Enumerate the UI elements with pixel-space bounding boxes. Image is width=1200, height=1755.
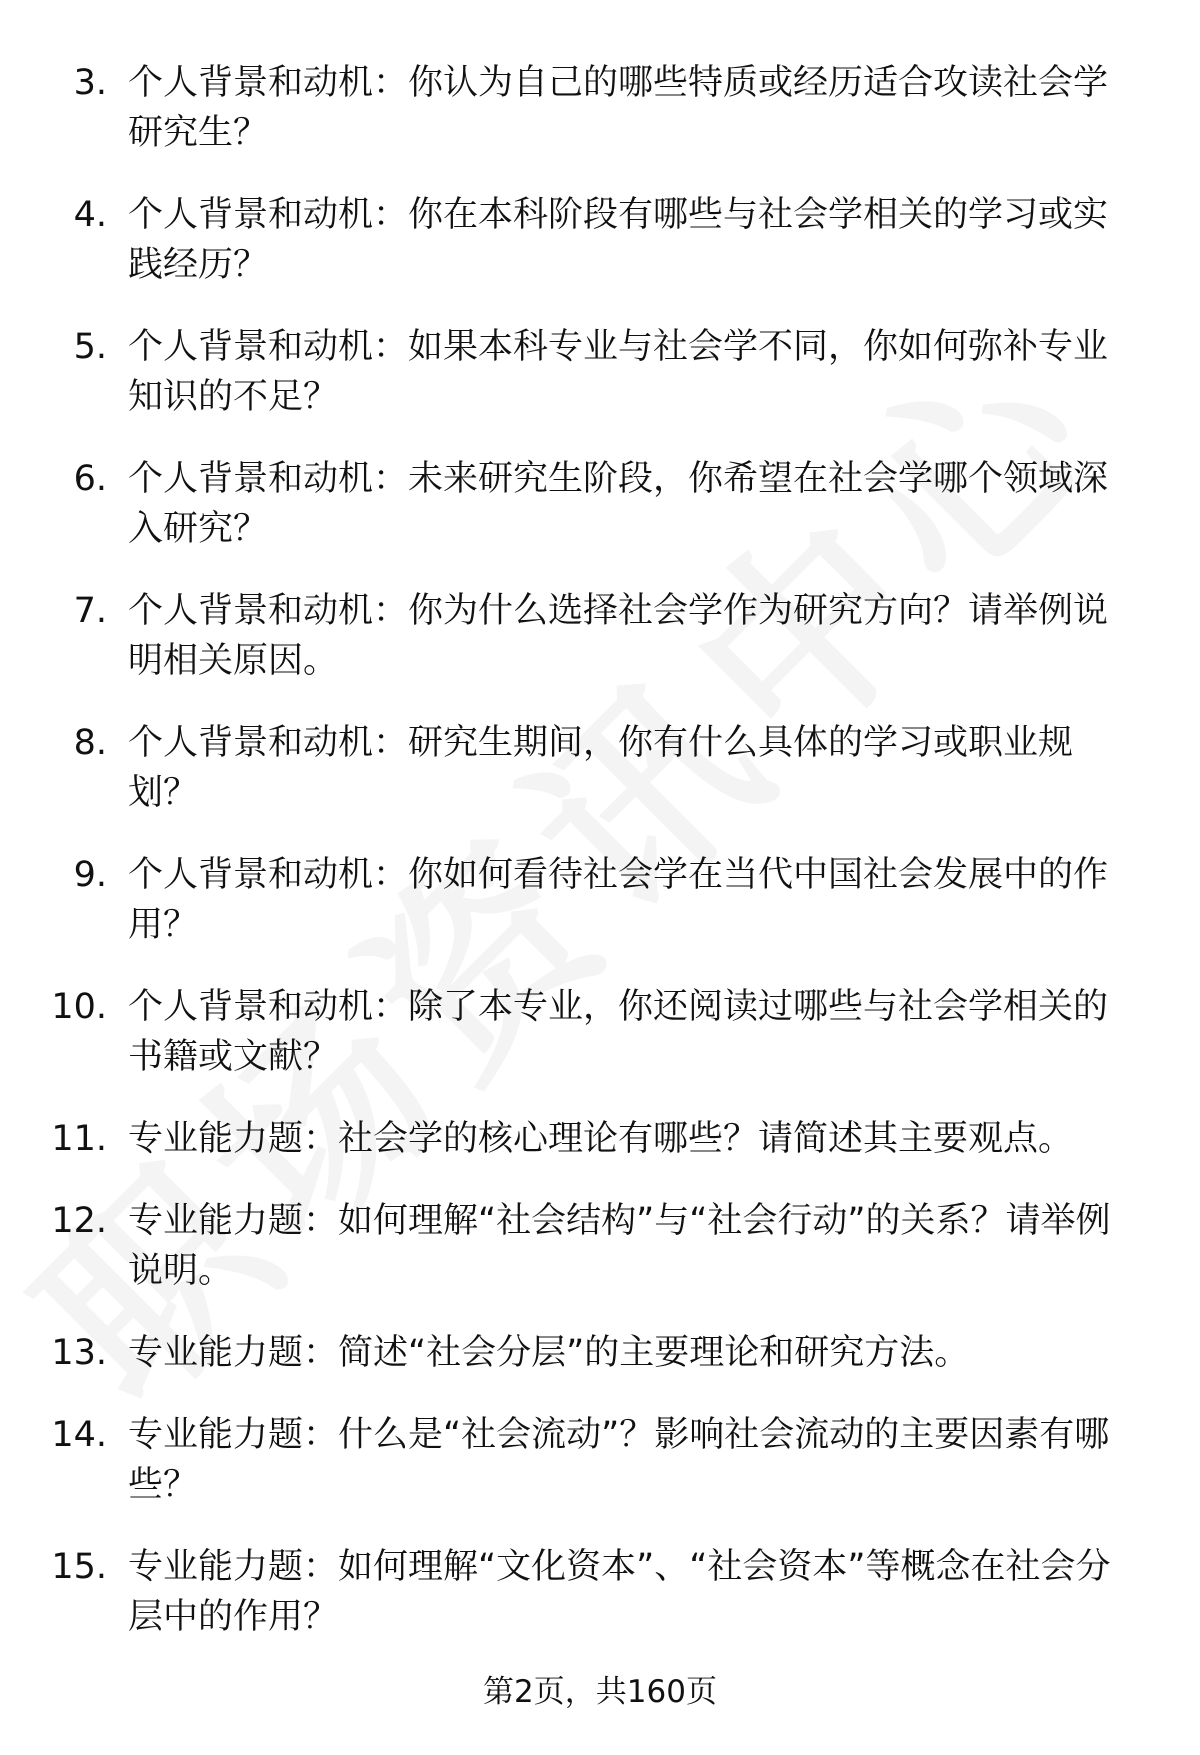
list-item (0, 1410, 1200, 1510)
item-number: 5. (73, 327, 107, 367)
item-text: 专业能力题：什么是“社会流动”？影响社会流动的主要因素有哪些？ (128, 1415, 1110, 1505)
item-number: 11. (51, 1119, 107, 1159)
item-number: 13. (51, 1333, 107, 1373)
item-number: 7. (73, 591, 107, 631)
item-number: 14. (51, 1415, 107, 1455)
item-text: 个人背景和动机：研究生期间，你有什么具体的学习或职业规划？ (128, 723, 1074, 813)
item-text: 个人背景和动机：未来研究生阶段，你希望在社会学哪个领域深入研究？ (128, 459, 1109, 549)
item-text: 个人背景和动机：如果本科专业与社会学不同，你如何弥补专业知识的不足？ (128, 327, 1109, 417)
list-item (0, 718, 1200, 818)
item-number: 8. (73, 723, 107, 763)
item-number: 3. (73, 63, 107, 103)
list-item (0, 1114, 1200, 1164)
page-footer: 第2页，共160页 (483, 1674, 717, 1710)
list-item (0, 322, 1200, 422)
item-number: 12. (51, 1201, 107, 1241)
list-item (0, 1328, 1200, 1378)
item-number: 4. (73, 195, 107, 235)
list-item (0, 454, 1200, 554)
item-text: 专业能力题：如何理解“社会结构”与“社会行动”的关系？请举例说明。 (128, 1201, 1111, 1291)
list-item (0, 586, 1200, 686)
item-text: 个人背景和动机：除了本专业，你还阅读过哪些与社会学相关的书籍或文献？ (128, 987, 1109, 1077)
item-text: 专业能力题：简述“社会分层”的主要理论和研究方法。 (128, 1333, 970, 1373)
item-number: 15. (51, 1547, 107, 1587)
list-item (0, 850, 1200, 950)
item-text: 个人背景和动机：你如何看待社会学在当代中国社会发展中的作用？ (128, 855, 1109, 945)
list-item (0, 1542, 1200, 1642)
item-text: 个人背景和动机：你在本科阶段有哪些与社会学相关的学习或实践经历？ (128, 195, 1109, 285)
list-item (0, 982, 1200, 1082)
item-text: 专业能力题：如何理解“文化资本”、“社会资本”等概念在社会分层中的作用？ (128, 1547, 1111, 1637)
item-number: 6. (73, 459, 107, 499)
item-text: 专业能力题：社会学的核心理论有哪些？请简述其主要观点。 (128, 1119, 1074, 1159)
item-number: 10. (51, 987, 107, 1027)
item-text: 个人背景和动机：你为什么选择社会学作为研究方向？请举例说明相关原因。 (128, 591, 1109, 681)
item-number: 9. (73, 855, 107, 895)
list-item (0, 190, 1200, 290)
question-list (0, 58, 1200, 1674)
list-item (0, 58, 1200, 158)
list-item (0, 1196, 1200, 1296)
item-text: 个人背景和动机：你认为自己的哪些特质或经历适合攻读社会学研究生？ (128, 63, 1109, 153)
